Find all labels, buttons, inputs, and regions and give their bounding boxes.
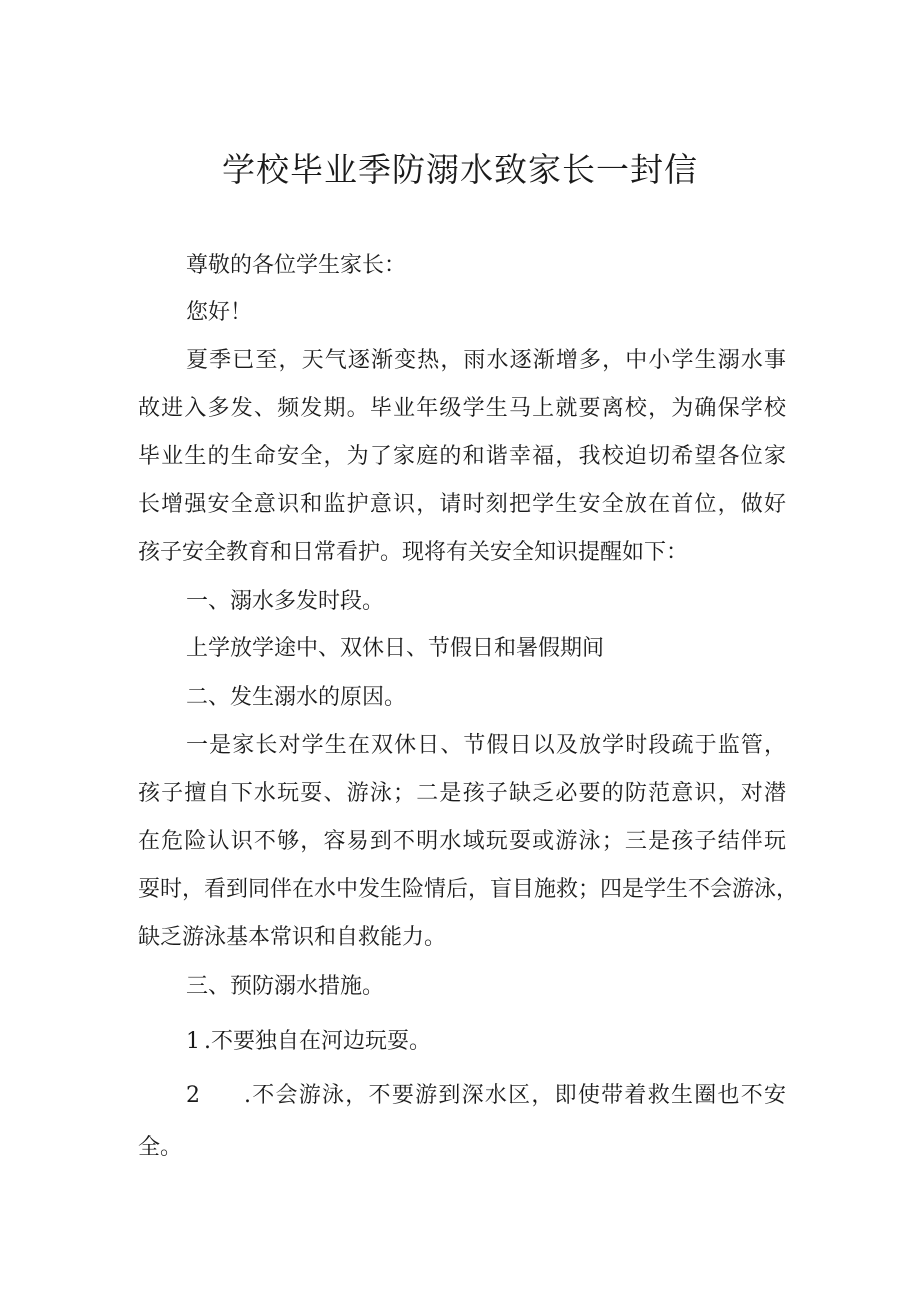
intro-line-5: 孩子安全教育和日常看护。现将有关安全知识提醒如下： bbox=[138, 540, 689, 565]
greeting: 您好！ bbox=[186, 300, 253, 325]
intro-line-2: 故进入多发、频发期。毕业年级学生马上就要离校，为确保学校 bbox=[138, 396, 786, 421]
section-3-heading: 三、预防溺水措施。 bbox=[186, 974, 385, 999]
section-1-heading: 一、溺水多发时段。 bbox=[186, 589, 385, 614]
section-1-body: 上学放学途中、双休日、节假日和暑假期间 bbox=[186, 636, 605, 661]
document-title: 学校毕业季防溺水致家长一封信 bbox=[222, 150, 698, 189]
section-2-line-2: 孩子擅自下水玩耍、游泳；二是孩子缺乏必要的防范意识，对潜 bbox=[138, 781, 786, 806]
section-2-line-1: 一是家长对学生在双休日、节假日以及放学时段疏于监管， bbox=[186, 733, 786, 758]
measure-1-text: .不要独自在河边玩耍。 bbox=[204, 1029, 431, 1054]
section-2-line-4: 耍时，看到同伴在水中发生险情后，盲目施救；四是学生不会游泳， bbox=[138, 877, 799, 902]
salutation: 尊敬的各位学生家长： bbox=[186, 253, 407, 278]
measure-2-text: .不会游泳，不要游到深水区，即使带着救生圈也不安 bbox=[244, 1083, 786, 1108]
measure-1-number: 1 bbox=[186, 1029, 200, 1054]
intro-line-3: 毕业生的生命安全，为了家庭的和谐幸福，我校迫切希望各位家 bbox=[138, 444, 786, 469]
section-2-line-5: 缺乏游泳基本常识和自救能力。 bbox=[138, 925, 447, 950]
measure-2-number: 2 bbox=[186, 1083, 200, 1108]
section-2-heading: 二、发生溺水的原因。 bbox=[186, 685, 407, 710]
section-2-line-3: 在危险认识不够，容易到不明水域玩耍或游泳；三是孩子结伴玩 bbox=[138, 829, 786, 854]
intro-line-4: 长增强安全意识和监护意识，请时刻把学生安全放在首位，做好 bbox=[138, 492, 786, 517]
intro-line-1: 夏季已至，天气逐渐变热，雨水逐渐增多，中小学生溺水事 bbox=[186, 348, 786, 373]
measure-2-continuation: 全。 bbox=[138, 1135, 183, 1160]
